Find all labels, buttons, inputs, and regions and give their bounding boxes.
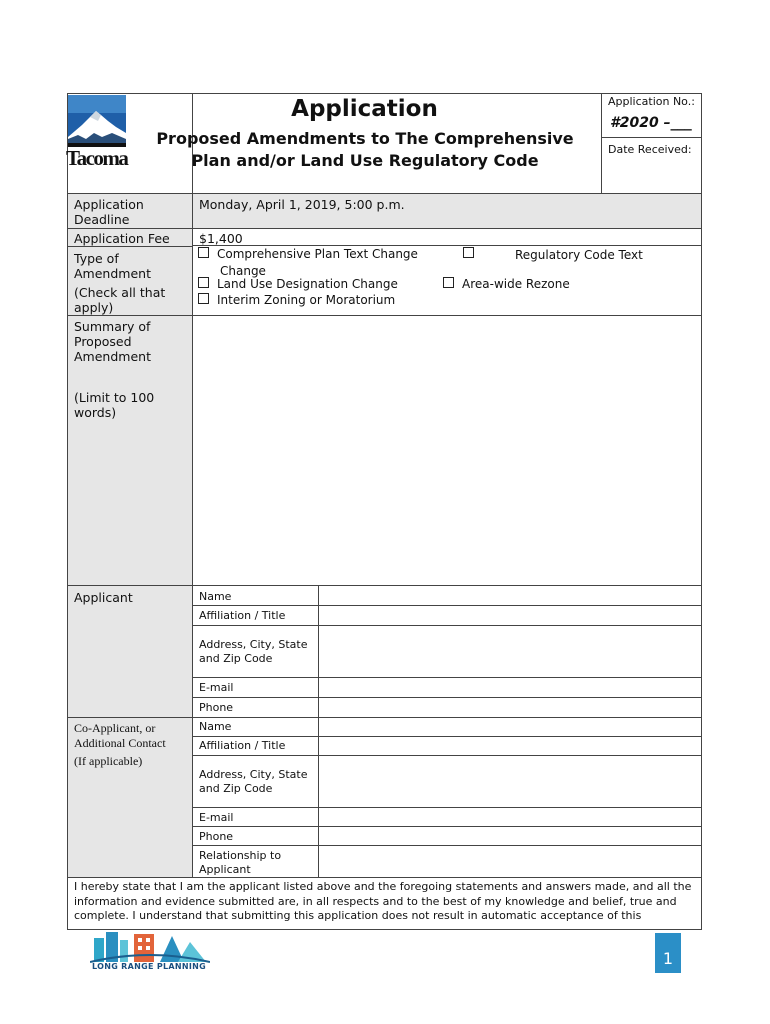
page-number-badge bbox=[655, 933, 681, 973]
co-address-label: Address, City, State and Zip Code bbox=[199, 768, 308, 795]
summary-note: (Limit to 100 words) bbox=[74, 390, 155, 420]
co-phone-label: Phone bbox=[199, 830, 234, 843]
co-affiliation-input[interactable] bbox=[318, 736, 702, 756]
co-name-label: Name bbox=[199, 720, 232, 733]
fee-label: Application Fee bbox=[74, 231, 170, 246]
divider bbox=[67, 246, 193, 247]
applicant-phone-label: Phone bbox=[199, 701, 234, 714]
applicant-address-label: Address, City, State and Zip Code bbox=[199, 638, 308, 665]
option-regulatory-code-label: Regulatory Code Text Change bbox=[220, 248, 643, 278]
app-no-value: #2020 –___ bbox=[610, 115, 692, 131]
coapplicant-label: Co-Applicant, or Additional Contact bbox=[74, 721, 166, 750]
checkbox-area-rezone[interactable] bbox=[443, 277, 454, 288]
checkbox-comp-plan[interactable] bbox=[198, 247, 209, 258]
summary-label: Summary of Proposed Amendment bbox=[74, 319, 151, 364]
fee-value-cell bbox=[192, 228, 702, 246]
applicant-email-input[interactable] bbox=[318, 677, 702, 698]
divider bbox=[192, 193, 193, 229]
summary-input[interactable] bbox=[192, 315, 702, 586]
co-email-label: E-mail bbox=[199, 811, 234, 824]
footer-brand: LONG RANGE PLANNING bbox=[92, 962, 207, 971]
date-received-label: Date Received: bbox=[608, 143, 692, 156]
deadline-value: Monday, April 1, 2019, 5:00 p.m. bbox=[199, 197, 405, 212]
divider bbox=[67, 315, 193, 316]
option-area-rezone[interactable] bbox=[443, 277, 570, 292]
logo-text: Tacoma bbox=[66, 146, 128, 170]
long-range-planning-logo bbox=[90, 928, 210, 964]
co-relationship-input[interactable] bbox=[318, 845, 702, 878]
checkbox-interim-zoning[interactable] bbox=[198, 293, 209, 304]
option-land-use[interactable] bbox=[198, 277, 398, 292]
co-name-input[interactable] bbox=[318, 717, 702, 737]
page-title: Application bbox=[291, 96, 438, 122]
type-label: Type of Amendment bbox=[74, 251, 151, 281]
co-address-input[interactable] bbox=[318, 755, 702, 808]
divider bbox=[67, 717, 193, 718]
applicant-affiliation-input[interactable] bbox=[318, 605, 702, 626]
option-area-rezone-label: Area-wide Rezone bbox=[462, 277, 570, 291]
applicant-phone-input[interactable] bbox=[318, 697, 702, 718]
option-interim-zoning-label: Interim Zoning or Moratorium bbox=[217, 293, 396, 307]
page-subtitle: Proposed Amendments to The Comprehensive Plan and/or Land Use Regulatory Code bbox=[156, 129, 574, 170]
statement-text: I hereby state that I am the applicant listed above and the foregoing statements and answers made, and all the information and evidence submitted are, in all respects and to the best of my knowledge and belief, true and complete. I understand that submitting this application does not result in automatic acceptance of this bbox=[74, 880, 692, 922]
fee-value: $1,400 bbox=[199, 231, 243, 246]
coapplicant-note: (If applicable) bbox=[74, 754, 143, 768]
applicant-name-input[interactable] bbox=[318, 585, 702, 606]
deadline-label: Application Deadline bbox=[74, 197, 144, 227]
page-number: 1 bbox=[662, 949, 674, 968]
option-interim-zoning[interactable] bbox=[198, 293, 395, 308]
co-email-input[interactable] bbox=[318, 807, 702, 827]
co-affiliation-label: Affiliation / Title bbox=[199, 739, 286, 752]
option-comp-plan-label: Comprehensive Plan Text Change bbox=[217, 247, 418, 261]
checkbox-land-use[interactable] bbox=[198, 277, 209, 288]
option-land-use-label: Land Use Designation Change bbox=[217, 277, 398, 291]
type-note: (Check all that apply) bbox=[74, 285, 166, 315]
applicant-label: Applicant bbox=[74, 590, 133, 605]
co-relationship-label: Relationship to Applicant bbox=[199, 849, 282, 876]
applicant-affiliation-label: Affiliation / Title bbox=[199, 609, 286, 622]
applicant-address-input[interactable] bbox=[318, 625, 702, 678]
app-no-label: Application No.: bbox=[608, 95, 695, 108]
divider bbox=[67, 585, 193, 586]
applicant-email-label: E-mail bbox=[199, 681, 234, 694]
applicant-name-label: Name bbox=[199, 590, 232, 603]
co-phone-input[interactable] bbox=[318, 826, 702, 846]
